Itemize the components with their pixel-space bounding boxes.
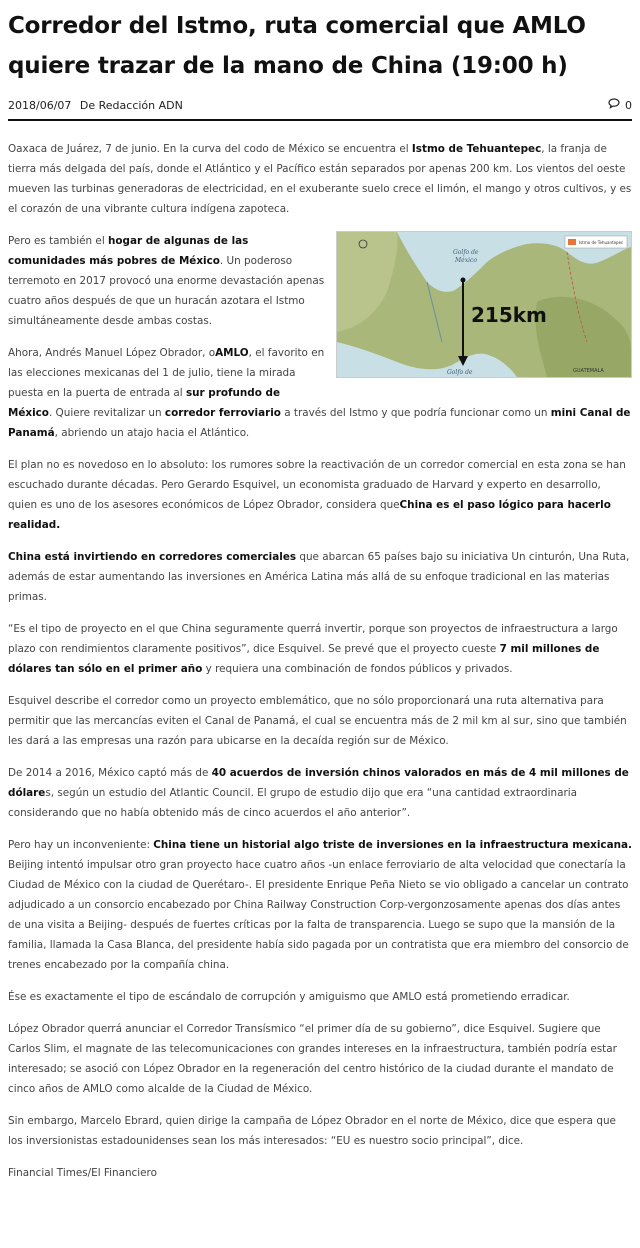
svg-text:Golfo de: Golfo de xyxy=(453,249,479,256)
title-divider xyxy=(8,119,632,121)
paragraph-10: Ése es exactamente el tipo de escándalo de corrupción y amiguismo que AMLO está prometiendo erradicar. xyxy=(8,991,570,1003)
article-meta xyxy=(8,96,632,114)
paragraph-9: Pero hay un inconveniente: China tiene un historial algo triste de inversiones en la infraestructura mexicana. Beijing intentó impulsar otro gran proyecto hace cuatro años -un enlace ferroviario de alta velocidad que conectaría la Ciudad de México con la ciudad de Querétaro-. El presidente Enrique Peña Nieto se vio obligado a cancelar un contrato adjudicado a un consorcio encabezado por China Railway Construction Corp-vergonzosamente apenas dos días antes de una visita a Beijing- después de fuertes críticas por la falta de transparencia. Luego se supo que la mansión de la familia, llamada la Casa Blanca, del presidente había sido pagada por un contratista que era miembro del consorcio de trenes encabezado por la compañía china. xyxy=(8,839,632,971)
article-title: Corredor del Istmo, ruta comercial que AMLO quiere trazar de la mano de China (19:00 h) xyxy=(8,13,586,79)
svg-text:215km: 215km xyxy=(471,303,547,327)
svg-text:GUATEMALA: GUATEMALA xyxy=(573,368,604,374)
byline xyxy=(8,99,188,112)
comments-link[interactable] xyxy=(608,98,632,112)
article-author[interactable]: De Redacción ADN xyxy=(79,98,183,112)
paragraph-5: China está invirtiendo en corredores comerciales que abarcan 65 países bajo su iniciativa Un cinturón, Una Ruta, además de estar aumentando las inversiones en América Latina más allá de su enfoque tradicional en las materias primas. xyxy=(8,551,630,603)
svg-text:Istmo de Tehuantepec: Istmo de Tehuantepec xyxy=(579,240,624,245)
article-date[interactable]: 2018/06/07 xyxy=(8,98,72,112)
paragraph-2: Pero es también el hogar de algunas de las comunidades más pobres de México. Un poderoso terremoto en 2017 provocó una enorme devastación apenas cuatro años después de que un huracán azotara el Istmo simultáneamente desde ambas costas. xyxy=(8,235,325,327)
comments-count: 0 xyxy=(625,98,632,112)
paragraph-3: Ahora, Andrés Manuel López Obrador, oAMLO, el favorito en las elecciones mexicanas del 1 de julio, tiene la mirada puesta en la puerta de entrada al sur profundo de México. Quiere revitalizar un corredor ferroviario a través del Istmo y que podría funcionar como un mini Canal de Panamá, abriendo un atajo hacia el Atlántico. xyxy=(8,347,631,439)
paragraph-7: Esquivel describe el corredor como un proyecto emblemático, que no sólo proporcionará una ruta alternativa para permitir que las mercancías eviten el Canal de Panamá, el cual se encuentra más de 2 mil km al sur, sino que también les dará a las empresas una razón para ubicarse en la decaída región sur de México. xyxy=(8,695,627,747)
svg-text:México: México xyxy=(455,257,477,264)
paragraph-4: El plan no es novedoso en lo absoluto: los rumores sobre la reactivación de un corredor comercial en esta zona se han escuchado durante décadas. Pero Gerardo Esquivel, un economista graduado de Harvard y experto en desarrollo, quien es uno de los asesores económicos de López Obrador, considera queChina es el paso lógico para hacerlo realidad. xyxy=(8,459,626,531)
svg-text:Golfo de: Golfo de xyxy=(447,369,473,376)
paragraph-6: “Es el tipo de proyecto en el que China seguramente querrá invertir, porque son proyectos de infraestructura a largo plazo con rendimientos claramente positivos”, dice Esquivel. Se prevé que el proyecto cueste 7 mil millones de dólares tan sólo en el primer año y requiera una combinación de fondos públicos y privados. xyxy=(8,623,618,675)
isthmus-map-image xyxy=(336,231,632,378)
article xyxy=(0,6,640,1183)
paragraph-8: De 2014 a 2016, México captó más de 40 acuerdos de inversión chinos valorados en más de 4 mil millones de dólares, según un estudio del Atlantic Council. El grupo de estudio dijo que era “una cantidad extraordinaria considerando que no había obtenido más de cinco acuerdos el año anterior”. xyxy=(8,767,629,819)
paragraph-11: López Obrador querrá anunciar el Corredor Transísmico “el primer día de su gobierno”, dice Esquivel. Sugiere que Carlos Slim, el magnate de las telecomunicaciones con grandes intereses en la infraestructura, también podría estar interesado; se asoció con López Obrador en la regeneración del centro histórico de la ciudad durante el mandato de cinco años de AMLO como alcalde de la Ciudad de México. xyxy=(8,1023,617,1095)
comment-icon xyxy=(608,98,620,112)
paragraph-12: Sin embargo, Marcelo Ebrard, quien dirige la campaña de López Obrador en el norte de México, dice que espera que los inversionistas estadounidenses sean los más interesados: “EU es nuestro socio principal”, dice. xyxy=(8,1115,616,1147)
paragraph-1: Oaxaca de Juárez, 7 de junio. En la curva del codo de México se encuentra el Istmo de Tehuantepec, la franja de tierra más delgada del país, donde el Atlántico y el Pacífico están separados por apenas 200 km. Los vientos del oeste mueven las turbinas generadoras de electricidad, en el exuberante suelo crece el limón, el mango y otros cultivos, y es el corazón de una vibrante cultura indígena zapoteca. xyxy=(8,143,632,215)
article-source: Financial Times/El Financiero xyxy=(8,1167,157,1179)
